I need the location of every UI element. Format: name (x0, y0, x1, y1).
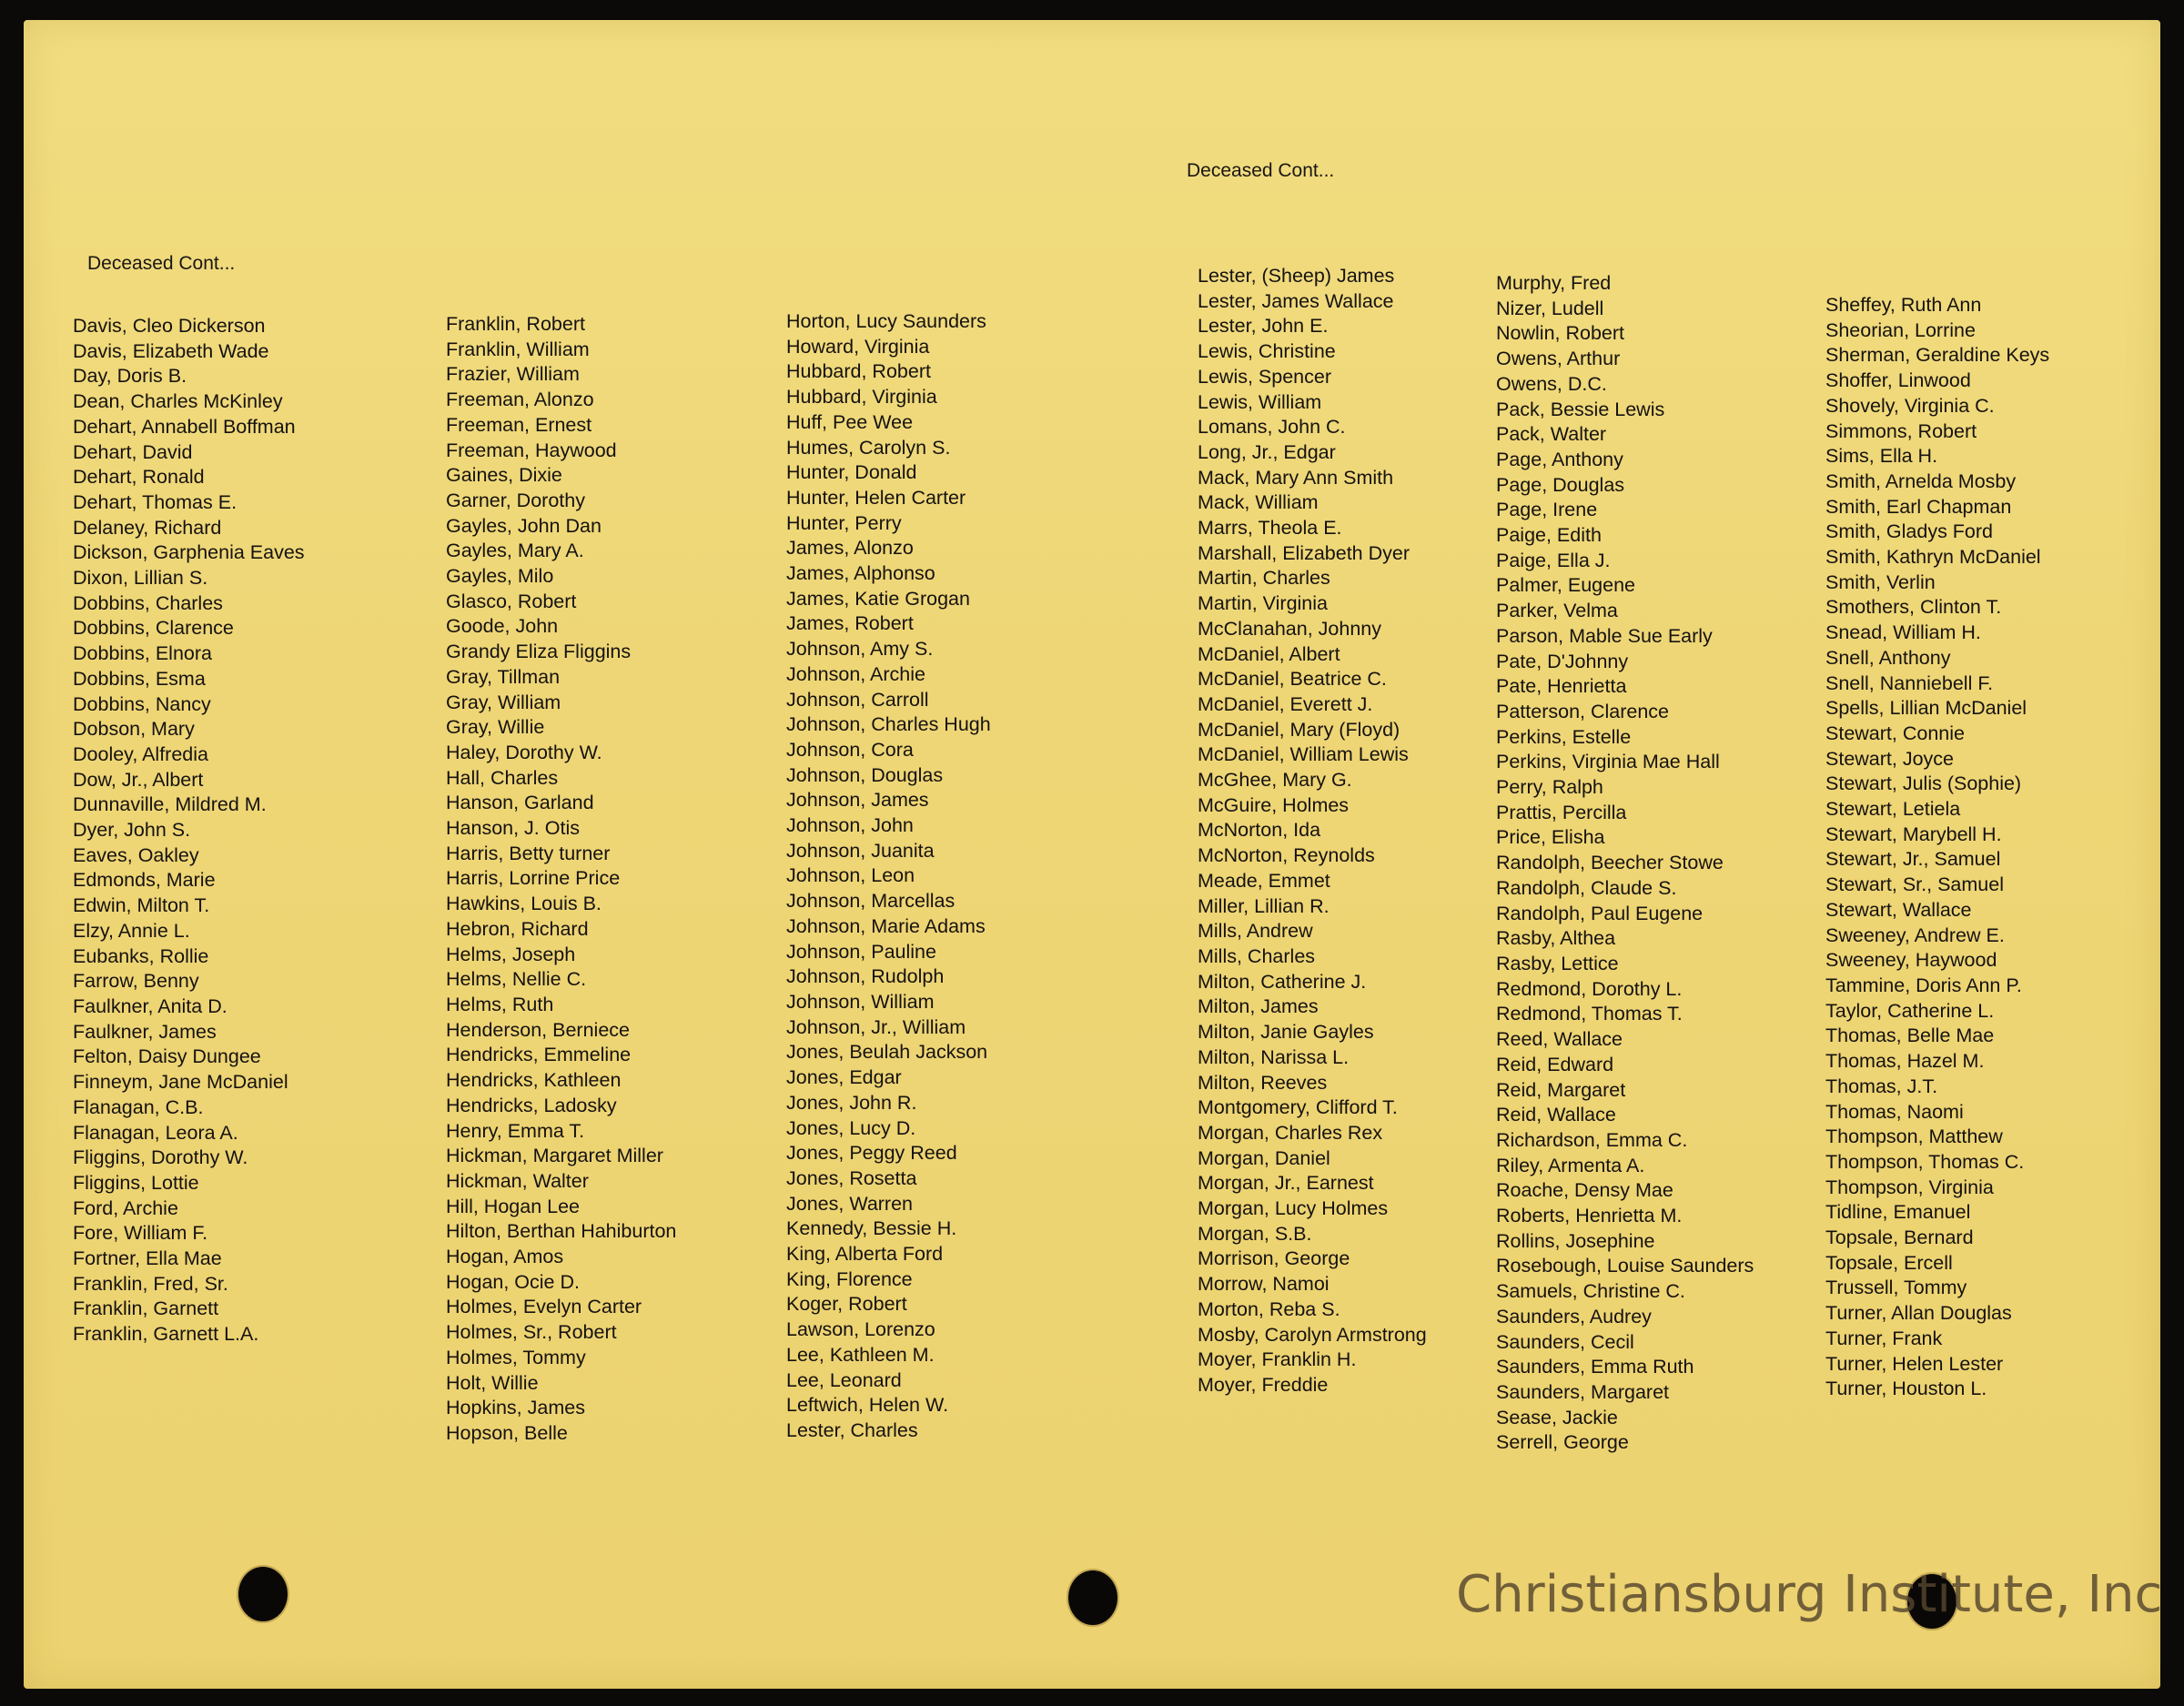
deceased-name-entry: Topsale, Ercell (1825, 1251, 1953, 1274)
deceased-name-entry: Parker, Velma (1496, 600, 1618, 622)
deceased-name-entry: Randolph, Claude S. (1496, 876, 1677, 899)
deceased-name-entry: Morgan, Lucy Holmes (1198, 1197, 1389, 1220)
deceased-name-entry: Goode, John (446, 615, 559, 638)
deceased-name-entry: McGhee, Mary G. (1198, 769, 1352, 792)
deceased-name-entry: Owens, D.C. (1496, 372, 1607, 395)
deceased-name-entry: Lewis, Christine (1198, 340, 1336, 363)
deceased-name-entry: Morgan, Charles Rex (1198, 1121, 1383, 1144)
deceased-name-entry: Ford, Archie (73, 1196, 178, 1219)
deceased-name-entry: Perry, Ralph (1496, 776, 1603, 799)
deceased-name-entry: Pate, D'Johnny (1496, 650, 1629, 672)
deceased-name-entry: Hill, Hogan Lee (446, 1195, 581, 1217)
deceased-name-entry: Richardson, Emma C. (1496, 1128, 1688, 1151)
deceased-name-entry: Dobbins, Charles (73, 591, 223, 614)
deceased-name-entry: McDaniel, Mary (Floyd) (1198, 718, 1400, 741)
deceased-name-entry: Serrell, George (1496, 1431, 1629, 1454)
deceased-name-entry: Johnson, William (786, 990, 935, 1013)
deceased-name-entry: Turner, Helen Lester (1825, 1352, 2004, 1375)
deceased-name-entry: Grandy Eliza Fliggins (446, 641, 632, 663)
deceased-name-entry: James, Alphonso (786, 562, 935, 585)
deceased-name-entry: Stewart, Marybell H. (1825, 823, 2002, 845)
deceased-name-entry: Rosebough, Louise Saunders (1496, 1255, 1754, 1277)
deceased-name-entry: Dooley, Alfredia (73, 742, 208, 765)
deceased-name-entry: Hunter, Donald (786, 461, 917, 484)
deceased-name-entry: Haley, Dorothy W. (446, 741, 602, 763)
deceased-name-entry: Mack, William (1198, 491, 1319, 514)
deceased-name-entry: McNorton, Reynolds (1198, 844, 1375, 867)
deceased-name-entry: Stewart, Julis (Sophie) (1825, 772, 2022, 795)
deceased-name-entry: Sweeney, Haywood (1825, 949, 1997, 972)
deceased-name-entry: Mack, Mary Ann Smith (1198, 466, 1394, 489)
deceased-name-entry: Thompson, Matthew (1825, 1126, 2003, 1148)
deceased-name-entry: Samuels, Christine C. (1496, 1280, 1685, 1303)
name-column-1 (73, 314, 305, 1348)
deceased-name-entry: Mills, Andrew (1198, 920, 1313, 943)
deceased-name-entry: Helms, Ruth (446, 993, 554, 1015)
deceased-name-entry: Lewis, Spencer (1198, 365, 1331, 388)
deceased-name-entry: Morgan, S.B. (1198, 1222, 1312, 1245)
deceased-name-entry: Reid, Wallace (1496, 1104, 1616, 1126)
deceased-name-entry: Sheffey, Ruth Ann (1825, 294, 1982, 316)
deceased-name-entry: Holmes, Evelyn Carter (446, 1296, 642, 1318)
deceased-name-entry: Paige, Edith (1496, 524, 1602, 547)
deceased-name-entry: Dean, Charles McKinley (73, 390, 283, 413)
deceased-name-entry: Harris, Betty turner (446, 842, 611, 864)
deceased-name-entry: Dixon, Lillian S. (73, 567, 208, 590)
deceased-name-entry: Hall, Charles (446, 766, 559, 789)
deceased-name-entry: Fliggins, Lottie (73, 1171, 199, 1194)
name-column-4 (1198, 264, 1427, 1398)
deceased-name-entry: Johnson, Leon (786, 864, 915, 887)
deceased-name-entry: Franklin, Robert (446, 313, 585, 335)
deceased-name-entry: Fliggins, Dorothy W. (73, 1146, 248, 1169)
deceased-name-entry: Smith, Arnelda Mosby (1825, 469, 2017, 492)
deceased-name-entry: Lawson, Lorenzo (786, 1318, 935, 1341)
deceased-name-entry: Turner, Allan Douglas (1825, 1302, 2012, 1325)
deceased-name-entry: Faulkner, James (73, 1020, 217, 1043)
deceased-name-entry: Dehart, David (73, 440, 193, 463)
deceased-name-entry: Eubanks, Rollie (73, 944, 209, 967)
deceased-name-entry: Jones, Rosetta (786, 1166, 917, 1189)
deceased-name-entry: Redmond, Thomas T. (1496, 1003, 1683, 1025)
deceased-name-entry: Rollins, Josephine (1496, 1229, 1655, 1252)
deceased-name-entry: James, Katie Grogan (786, 587, 970, 610)
deceased-name-entry: McClanahan, Johnny (1198, 617, 1381, 640)
deceased-name-entry: Meade, Emmet (1198, 869, 1330, 892)
deceased-name-entry: Johnson, James (786, 789, 929, 812)
deceased-name-entry: Hunter, Perry (786, 511, 902, 534)
deceased-name-entry: Johnson, Marcellas (786, 890, 956, 913)
deceased-name-entry: Gray, William (446, 691, 561, 713)
deceased-name-entry: Dobbins, Clarence (73, 617, 234, 640)
deceased-name-entry: Saunders, Emma Ruth (1496, 1356, 1694, 1378)
deceased-name-entry: Nizer, Ludell (1496, 297, 1604, 319)
deceased-name-entry: Dehart, Annabell Boffman (73, 415, 296, 438)
deceased-name-entry: Turner, Frank (1825, 1327, 1943, 1349)
deceased-name-entry: Taylor, Catherine L. (1825, 999, 1995, 1022)
deceased-name-entry: Hebron, Richard (446, 917, 589, 940)
document-page (24, 20, 2163, 1689)
deceased-name-entry: McDaniel, Everett J. (1198, 692, 1373, 715)
deceased-name-entry: Redmond, Dorothy L. (1496, 977, 1683, 1000)
deceased-name-entry: Smith, Verlin (1825, 570, 1936, 593)
deceased-name-entry: Franklin, Garnett (73, 1297, 219, 1320)
name-column-5 (1496, 271, 1754, 1456)
deceased-name-entry: Dobbins, Elnora (73, 642, 212, 665)
deceased-name-entry: James, Robert (786, 612, 914, 635)
name-column-2 (446, 312, 676, 1447)
deceased-name-entry: Lomans, John C. (1198, 416, 1346, 439)
deceased-name-entry: Gayles, Milo (446, 565, 554, 588)
deceased-name-entry: Thomas, Naomi (1825, 1100, 1964, 1123)
deceased-name-entry: Jones, Peggy Reed (786, 1142, 957, 1165)
deceased-name-entry: Morrison, George (1198, 1247, 1350, 1270)
deceased-name-entry: Freeman, Alonzo (446, 389, 594, 411)
heading-left: Deceased Cont... (87, 253, 236, 274)
deceased-name-entry: Thompson, Virginia (1825, 1176, 1994, 1198)
deceased-name-entry: Turner, Houston L. (1825, 1378, 1987, 1400)
deceased-name-entry: Milton, Janie Gayles (1198, 1021, 1374, 1044)
deceased-name-entry: Johnson, Marie Adams (786, 914, 986, 937)
deceased-name-entry: Dobson, Mary (73, 718, 195, 741)
deceased-name-entry: Thomas, J.T. (1825, 1075, 1938, 1097)
deceased-name-entry: Franklin, Fred, Sr. (73, 1272, 228, 1295)
deceased-name-entry: Jones, John R. (786, 1091, 917, 1114)
deceased-name-entry: Milton, James (1198, 995, 1319, 1018)
deceased-name-entry: Smith, Gladys Ford (1825, 520, 1993, 543)
deceased-name-entry: Johnson, Juanita (786, 839, 935, 862)
deceased-name-entry: Garner, Dorothy (446, 489, 585, 511)
deceased-name-entry: Morrow, Namoi (1198, 1273, 1330, 1296)
deceased-name-entry: McGuire, Holmes (1198, 793, 1350, 816)
heading-right: Deceased Cont... (1187, 160, 1335, 181)
deceased-name-entry: Howard, Virginia (786, 335, 930, 358)
deceased-name-entry: Montgomery, Clifford T. (1198, 1096, 1398, 1119)
deceased-name-entry: Flanagan, Leora A. (73, 1121, 238, 1144)
deceased-name-entry: Hogan, Ocie D. (446, 1270, 580, 1293)
deceased-name-entry: Fore, William F. (73, 1222, 208, 1245)
deceased-name-entry: Price, Elisha (1496, 826, 1605, 849)
deceased-name-entry: Snell, Anthony (1825, 646, 1951, 669)
deceased-name-entry: Morton, Reba S. (1198, 1297, 1340, 1320)
deceased-name-entry: Davis, Cleo Dickerson (73, 315, 266, 337)
deceased-name-entry: Johnson, John (786, 814, 914, 837)
deceased-name-entry: Helms, Joseph (446, 943, 576, 965)
deceased-name-entry: Sherman, Geraldine Keys (1825, 344, 2050, 367)
deceased-name-entry: Johnson, Archie (786, 662, 925, 685)
deceased-name-entry: Felton, Daisy Dungee (73, 1045, 261, 1068)
deceased-name-entry: Farrow, Benny (73, 970, 199, 993)
deceased-name-entry: Tidline, Emanuel (1825, 1201, 1971, 1224)
deceased-name-entry: Martin, Charles (1198, 567, 1330, 590)
deceased-name-entry: Reid, Margaret (1496, 1078, 1626, 1101)
deceased-name-entry: McDaniel, William Lewis (1198, 743, 1409, 766)
deceased-name-entry: Smothers, Clinton T. (1825, 596, 2002, 619)
deceased-name-entry: Lee, Kathleen M. (786, 1343, 935, 1366)
deceased-name-entry: Martin, Virginia (1198, 592, 1328, 615)
watermark-text: Christiansburg Institute, Inc (1456, 1565, 2163, 1624)
deceased-name-entry: Flanagan, C.B. (73, 1095, 204, 1118)
deceased-name-entry: Lewis, William (1198, 390, 1322, 413)
deceased-name-entry: Lee, Leonard (786, 1368, 902, 1391)
deceased-name-entry: Stewart, Connie (1825, 722, 1965, 744)
deceased-name-entry: Mills, Charles (1198, 944, 1316, 967)
punch-hole-left (238, 1567, 288, 1621)
deceased-name-entry: Lester, James Wallace (1198, 289, 1394, 312)
deceased-name-entry: Jones, Warren (786, 1192, 914, 1215)
deceased-name-entry: Finneym, Jane McDaniel (73, 1071, 288, 1094)
deceased-name-entry: Hopson, Belle (446, 1421, 568, 1444)
deceased-name-entry: Nowlin, Robert (1496, 322, 1624, 345)
deceased-name-entry: Topsale, Bernard (1825, 1227, 1974, 1249)
deceased-name-entry: Henderson, Berniece (446, 1018, 630, 1041)
deceased-name-entry: Palmer, Eugene (1496, 574, 1635, 597)
deceased-name-entry: Gray, Tillman (446, 665, 561, 688)
deceased-name-entry: Holt, Willie (446, 1371, 539, 1394)
deceased-name-entry: Smith, Kathryn McDaniel (1825, 546, 2041, 569)
deceased-name-entry: Sims, Ella H. (1825, 445, 1938, 468)
deceased-name-entry: Gaines, Dixie (446, 464, 562, 487)
deceased-name-entry: Reed, Wallace (1496, 1028, 1623, 1051)
deceased-name-entry: Gayles, Mary A. (446, 540, 584, 562)
deceased-name-entry: James, Alonzo (786, 537, 914, 560)
deceased-name-entry: Paige, Ella J. (1496, 549, 1611, 571)
deceased-name-entry: Holmes, Tommy (446, 1346, 586, 1368)
deceased-name-entry: Johnson, Carroll (786, 688, 929, 711)
deceased-name-entry: Hendricks, Ladosky (446, 1094, 617, 1116)
name-column-3 (786, 309, 991, 1444)
deceased-name-entry: Simmons, Robert (1825, 419, 1977, 442)
deceased-name-entry: Hickman, Margaret Miller (446, 1145, 663, 1167)
deceased-name-entry: Perkins, Virginia Mae Hall (1496, 751, 1720, 773)
deceased-name-entry: Saunders, Audrey (1496, 1305, 1652, 1327)
deceased-name-entry: Gray, Willie (446, 716, 545, 739)
deceased-name-entry: Dobbins, Nancy (73, 692, 211, 715)
deceased-name-entry: Milton, Narissa L. (1198, 1045, 1350, 1068)
deceased-name-entry: Rasby, Althea (1496, 927, 1616, 950)
deceased-name-entry: Jones, Edgar (786, 1066, 902, 1089)
deceased-name-entry: Freeman, Haywood (446, 439, 617, 461)
deceased-name-entry: Faulkner, Anita D. (73, 994, 228, 1017)
deceased-name-entry: Sheorian, Lorrine (1825, 318, 1976, 341)
deceased-name-entry: Randolph, Beecher Stowe (1496, 852, 1724, 874)
deceased-name-entry: Hickman, Walter (446, 1169, 589, 1192)
deceased-name-entry: McDaniel, Albert (1198, 642, 1340, 665)
deceased-name-entry: Saunders, Cecil (1496, 1330, 1634, 1353)
deceased-name-entry: Tammine, Doris Ann P. (1825, 974, 2022, 996)
deceased-name-entry: Harris, Lorrine Price (446, 867, 621, 890)
deceased-name-entry: Hubbard, Robert (786, 360, 931, 383)
deceased-name-entry: Johnson, Douglas (786, 763, 944, 786)
deceased-name-entry: Thompson, Thomas C. (1825, 1150, 2025, 1173)
deceased-name-entry: Dehart, Ronald (73, 466, 205, 489)
deceased-name-entry: Roache, Densy Mae (1496, 1179, 1673, 1202)
deceased-name-entry: Holmes, Sr., Robert (446, 1321, 617, 1344)
deceased-name-entry: Randolph, Paul Eugene (1496, 902, 1704, 924)
deceased-name-entry: McDaniel, Beatrice C. (1198, 668, 1387, 691)
deceased-name-entry: Freeman, Ernest (446, 413, 592, 436)
deceased-name-entry: Moyer, Freddie (1198, 1373, 1329, 1396)
deceased-name-entry: Stewart, Wallace (1825, 898, 1972, 921)
deceased-name-entry: Hogan, Amos (446, 1246, 564, 1268)
deceased-name-entry: Hilton, Berthan Hahiburton (446, 1220, 677, 1243)
deceased-name-entry: Dehart, Thomas E. (73, 490, 238, 513)
deceased-name-entry: Dunnaville, Mildred M. (73, 793, 267, 816)
deceased-name-entry: Johnson, Jr., William (786, 1015, 966, 1038)
deceased-name-entry: Page, Douglas (1496, 473, 1625, 496)
deceased-name-entry: Parson, Mable Sue Early (1496, 624, 1713, 647)
deceased-name-entry: Hendricks, Emmeline (446, 1044, 632, 1066)
deceased-name-entry: Kennedy, Bessie H. (786, 1217, 957, 1240)
name-column-6 (1825, 293, 2049, 1402)
deceased-name-entry: Morgan, Jr., Earnest (1198, 1172, 1374, 1195)
punch-hole-center (1068, 1570, 1117, 1625)
deceased-name-entry: Patterson, Clarence (1496, 700, 1670, 722)
deceased-name-entry: Prattis, Percilla (1496, 801, 1627, 823)
deceased-name-entry: Mosby, Carolyn Armstrong (1198, 1323, 1427, 1346)
deceased-name-entry: Lester, (Sheep) James (1198, 265, 1395, 287)
deceased-name-entry: Huff, Pee Wee (786, 410, 914, 433)
deceased-name-entry: Jones, Beulah Jackson (786, 1041, 988, 1064)
deceased-name-entry: Gayles, John Dan (446, 514, 602, 537)
deceased-name-entry: Elzy, Annie L. (73, 919, 190, 942)
deceased-name-entry: Pate, Henrietta (1496, 675, 1627, 698)
deceased-name-entry: Shovely, Virginia C. (1825, 394, 1995, 417)
deceased-name-entry: Reid, Edward (1496, 1053, 1614, 1075)
deceased-name-entry: Hanson, Garland (446, 792, 594, 814)
deceased-name-entry: Milton, Catherine J. (1198, 970, 1367, 993)
deceased-name-entry: Leftwich, Helen W. (786, 1394, 949, 1417)
deceased-name-entry: Franklin, Garnett L.A. (73, 1323, 259, 1346)
deceased-name-entry: Perkins, Estelle (1496, 725, 1632, 748)
deceased-name-entry: Murphy, Fred (1496, 272, 1612, 294)
deceased-name-entry: Koger, Robert (786, 1293, 907, 1316)
deceased-name-entry: Johnson, Cora (786, 738, 914, 761)
deceased-name-entry: Dow, Jr., Albert (73, 768, 204, 791)
deceased-name-entry: Morgan, Daniel (1198, 1146, 1330, 1169)
deceased-name-entry: Henry, Emma T. (446, 1119, 585, 1142)
deceased-name-entry: Page, Anthony (1496, 448, 1623, 470)
deceased-name-entry: Humes, Carolyn S. (786, 436, 951, 459)
deceased-name-entry: Sease, Jackie (1496, 1406, 1618, 1428)
deceased-name-entry: King, Alberta Ford (786, 1243, 944, 1266)
deceased-name-entry: Jones, Lucy D. (786, 1116, 916, 1139)
deceased-name-entry: Trussell, Tommy (1825, 1277, 1967, 1299)
deceased-name-entry: Spells, Lillian McDaniel (1825, 697, 2027, 720)
deceased-name-entry: Stewart, Letiela (1825, 798, 1961, 821)
deceased-name-entry: Fortner, Ella Mae (73, 1247, 222, 1270)
deceased-name-entry: Marshall, Elizabeth Dyer (1198, 541, 1410, 564)
deceased-name-entry: Eaves, Oakley (73, 843, 199, 866)
deceased-name-entry: Hubbard, Virginia (786, 386, 937, 409)
deceased-name-entry: Johnson, Amy S. (786, 638, 934, 661)
deceased-name-entry: Stewart, Joyce (1825, 747, 1954, 770)
deceased-name-entry: Miller, Lillian R. (1198, 894, 1330, 917)
deceased-name-entry: Horton, Lucy Saunders (786, 310, 986, 332)
deceased-name-entry: Roberts, Henrietta M. (1496, 1205, 1683, 1227)
deceased-name-entry: Stewart, Sr., Samuel (1825, 873, 2004, 896)
deceased-name-entry: Sweeney, Andrew E. (1825, 924, 2005, 946)
deceased-name-entry: Thomas, Belle Mae (1825, 1025, 1995, 1047)
deceased-name-entry: Hanson, J. Otis (446, 817, 580, 840)
deceased-name-entry: Saunders, Margaret (1496, 1380, 1670, 1403)
deceased-name-entry: Franklin, William (446, 338, 590, 360)
deceased-name-entry: Stewart, Jr., Samuel (1825, 848, 2001, 871)
deceased-name-entry: Dickson, Garphenia Eaves (73, 541, 305, 564)
deceased-name-entry: Smith, Earl Chapman (1825, 495, 2012, 518)
deceased-name-entry: Pack, Bessie Lewis (1496, 398, 1665, 420)
deceased-name-entry: McNorton, Ida (1198, 819, 1321, 842)
deceased-name-entry: Owens, Arthur (1496, 348, 1621, 370)
deceased-name-entry: Riley, Armenta A. (1496, 1154, 1645, 1176)
deceased-name-entry: Shoffer, Linwood (1825, 369, 1971, 392)
deceased-name-entry: Dobbins, Esma (73, 667, 206, 690)
deceased-name-entry: Helms, Nellie C. (446, 968, 587, 991)
deceased-name-entry: Milton, Reeves (1198, 1071, 1328, 1094)
deceased-name-entry: Lester, Charles (786, 1418, 918, 1441)
deceased-name-entry: Hendricks, Kathleen (446, 1069, 622, 1092)
deceased-name-entry: Frazier, William (446, 363, 580, 386)
deceased-name-entry: Marrs, Theola E. (1198, 517, 1342, 540)
deceased-name-entry: King, Florence (786, 1267, 913, 1290)
deceased-name-entry: Rasby, Lettice (1496, 952, 1619, 974)
deceased-name-entry: Dyer, John S. (73, 819, 191, 842)
deceased-name-entry: Davis, Elizabeth Wade (73, 339, 269, 362)
deceased-name-entry: Day, Doris B. (73, 365, 187, 388)
deceased-name-entry: Johnson, Charles Hugh (786, 713, 991, 736)
deceased-name-entry: Thomas, Hazel M. (1825, 1050, 1985, 1073)
deceased-name-entry: Johnson, Rudolph (786, 965, 945, 988)
deceased-name-entry: Pack, Walter (1496, 423, 1607, 446)
deceased-name-entry: Lester, John E. (1198, 315, 1329, 338)
deceased-name-entry: Long, Jr., Edgar (1198, 440, 1336, 463)
deceased-name-entry: Edwin, Milton T. (73, 894, 210, 917)
deceased-name-entry: Glasco, Robert (446, 590, 577, 612)
deceased-name-entry: Hawkins, Louis B. (446, 893, 602, 915)
deceased-name-entry: Hunter, Helen Carter (786, 486, 966, 509)
deceased-name-entry: Delaney, Richard (73, 516, 222, 539)
deceased-name-entry: Edmonds, Marie (73, 869, 216, 892)
deceased-name-entry: Hopkins, James (446, 1397, 585, 1419)
deceased-name-entry: Johnson, Pauline (786, 940, 936, 963)
deceased-name-entry: Moyer, Franklin H. (1198, 1348, 1357, 1371)
deceased-name-entry: Snell, Nanniebell F. (1825, 671, 1994, 694)
deceased-name-entry: Page, Irene (1496, 499, 1598, 521)
deceased-name-entry: Snead, William H. (1825, 621, 1981, 644)
